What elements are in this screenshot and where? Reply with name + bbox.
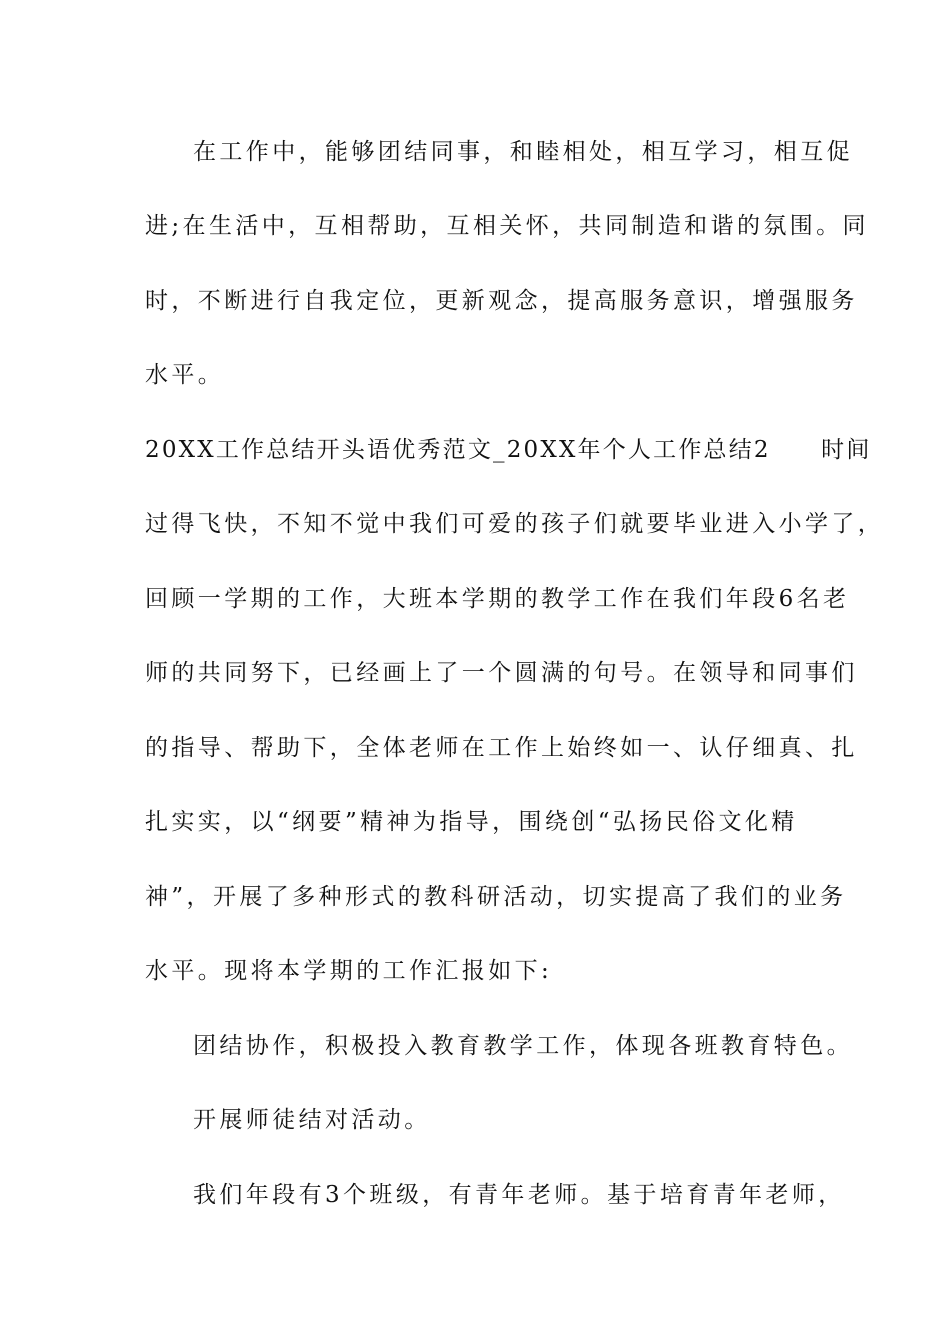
text-line-13: 团结协作，积极投入教育教学工作，体现各班教育特色。 — [193, 1033, 853, 1059]
text-line-14: 开展师徒结对活动。 — [193, 1107, 431, 1133]
text-line-6: 过得飞快，不知不觉中我们可爱的孩子们就要毕业进入小学了， — [145, 511, 885, 537]
text-line-10: 扎实实，以“纲要”精神为指导，围绕创“弘扬民俗文化精 — [145, 809, 798, 835]
text-line-7: 回顾一学期的工作，大班本学期的教学工作在我们年段6名老 — [145, 586, 850, 612]
text-line-8: 师的共同努下，已经画上了一个圆满的句号。在领导和同事们 — [145, 660, 858, 686]
text-line-15: 我们年段有3个班级，有青年老师。基于培育青年老师， — [193, 1182, 845, 1208]
text-line-12: 水平。现将本学期的工作汇报如下: — [145, 958, 553, 984]
text-line-1: 在工作中，能够团结同事，和睦相处，相互学习，相互促 — [193, 139, 853, 165]
text-line-11: 神”，开展了多种形式的教科研活动，切实提高了我们的业务 — [145, 884, 847, 910]
text-line-4: 水平。 — [145, 362, 225, 388]
text-line-3: 时，不断进行自我定位，更新观念，提高服务意识，增强服务 — [145, 288, 858, 314]
text-line-5: 20XX工作总结开头语优秀范文_20XX年个人工作总结2 时间 — [145, 437, 872, 463]
text-line-2: 进;在生活中，互相帮助，互相关怀，共同制造和谐的氛围。同 — [145, 213, 869, 239]
text-line-9: 的指导、帮助下，全体老师在工作上始终如一、认仔细真、扎 — [145, 735, 858, 761]
